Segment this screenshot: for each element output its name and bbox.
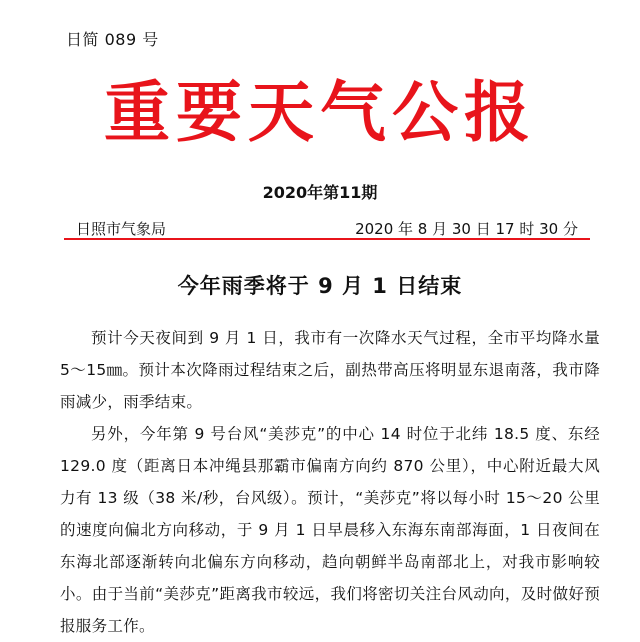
main-title: 重要天气公报 — [104, 73, 536, 151]
paragraph: 预计今天夜间到 9 月 1 日，我市有一次降水天气过程，全市平均降水量 5～15㎜。预计本次降雨过程结束之后，副热带高压将明显东退南落，我市降雨减少，雨季结束。 — [60, 329, 600, 411]
red-divider — [64, 238, 590, 240]
issue-number: 2020年第11期 — [262, 183, 378, 202]
document-number: 日简 089 号 — [66, 30, 159, 49]
issue-datetime: 2020 年 8 月 30 日 17 时 30 分 — [355, 220, 578, 238]
body-text — [60, 322, 600, 642]
issuer: 日照市气象局 — [76, 220, 167, 238]
paragraph: 另外，今年第 9 号台风“美莎克”的中心 14 时位于北纬 18.5 度、东经 129.0 度（距离日本冲绳县那霸市偏南方向约 870 公里），中心附近最大风力有 13 级（38 米/秒，台风级）。预计，“美莎克”将以每小时 15～20 公里的速度向偏北方向移动，于 9 月 1 日早晨移入东海东南部海面，1 日夜间在东海北部逐渐转向北偏东方向移动，趋向朝鲜半岛南部北上，对我市影响较小。由于当前“美莎克”距离我市较远，我们将密切关注台风动向，及时做好预报服务工作。 — [60, 425, 600, 635]
headline: 今年雨季将于 9 月 1 日结束 — [177, 274, 463, 298]
